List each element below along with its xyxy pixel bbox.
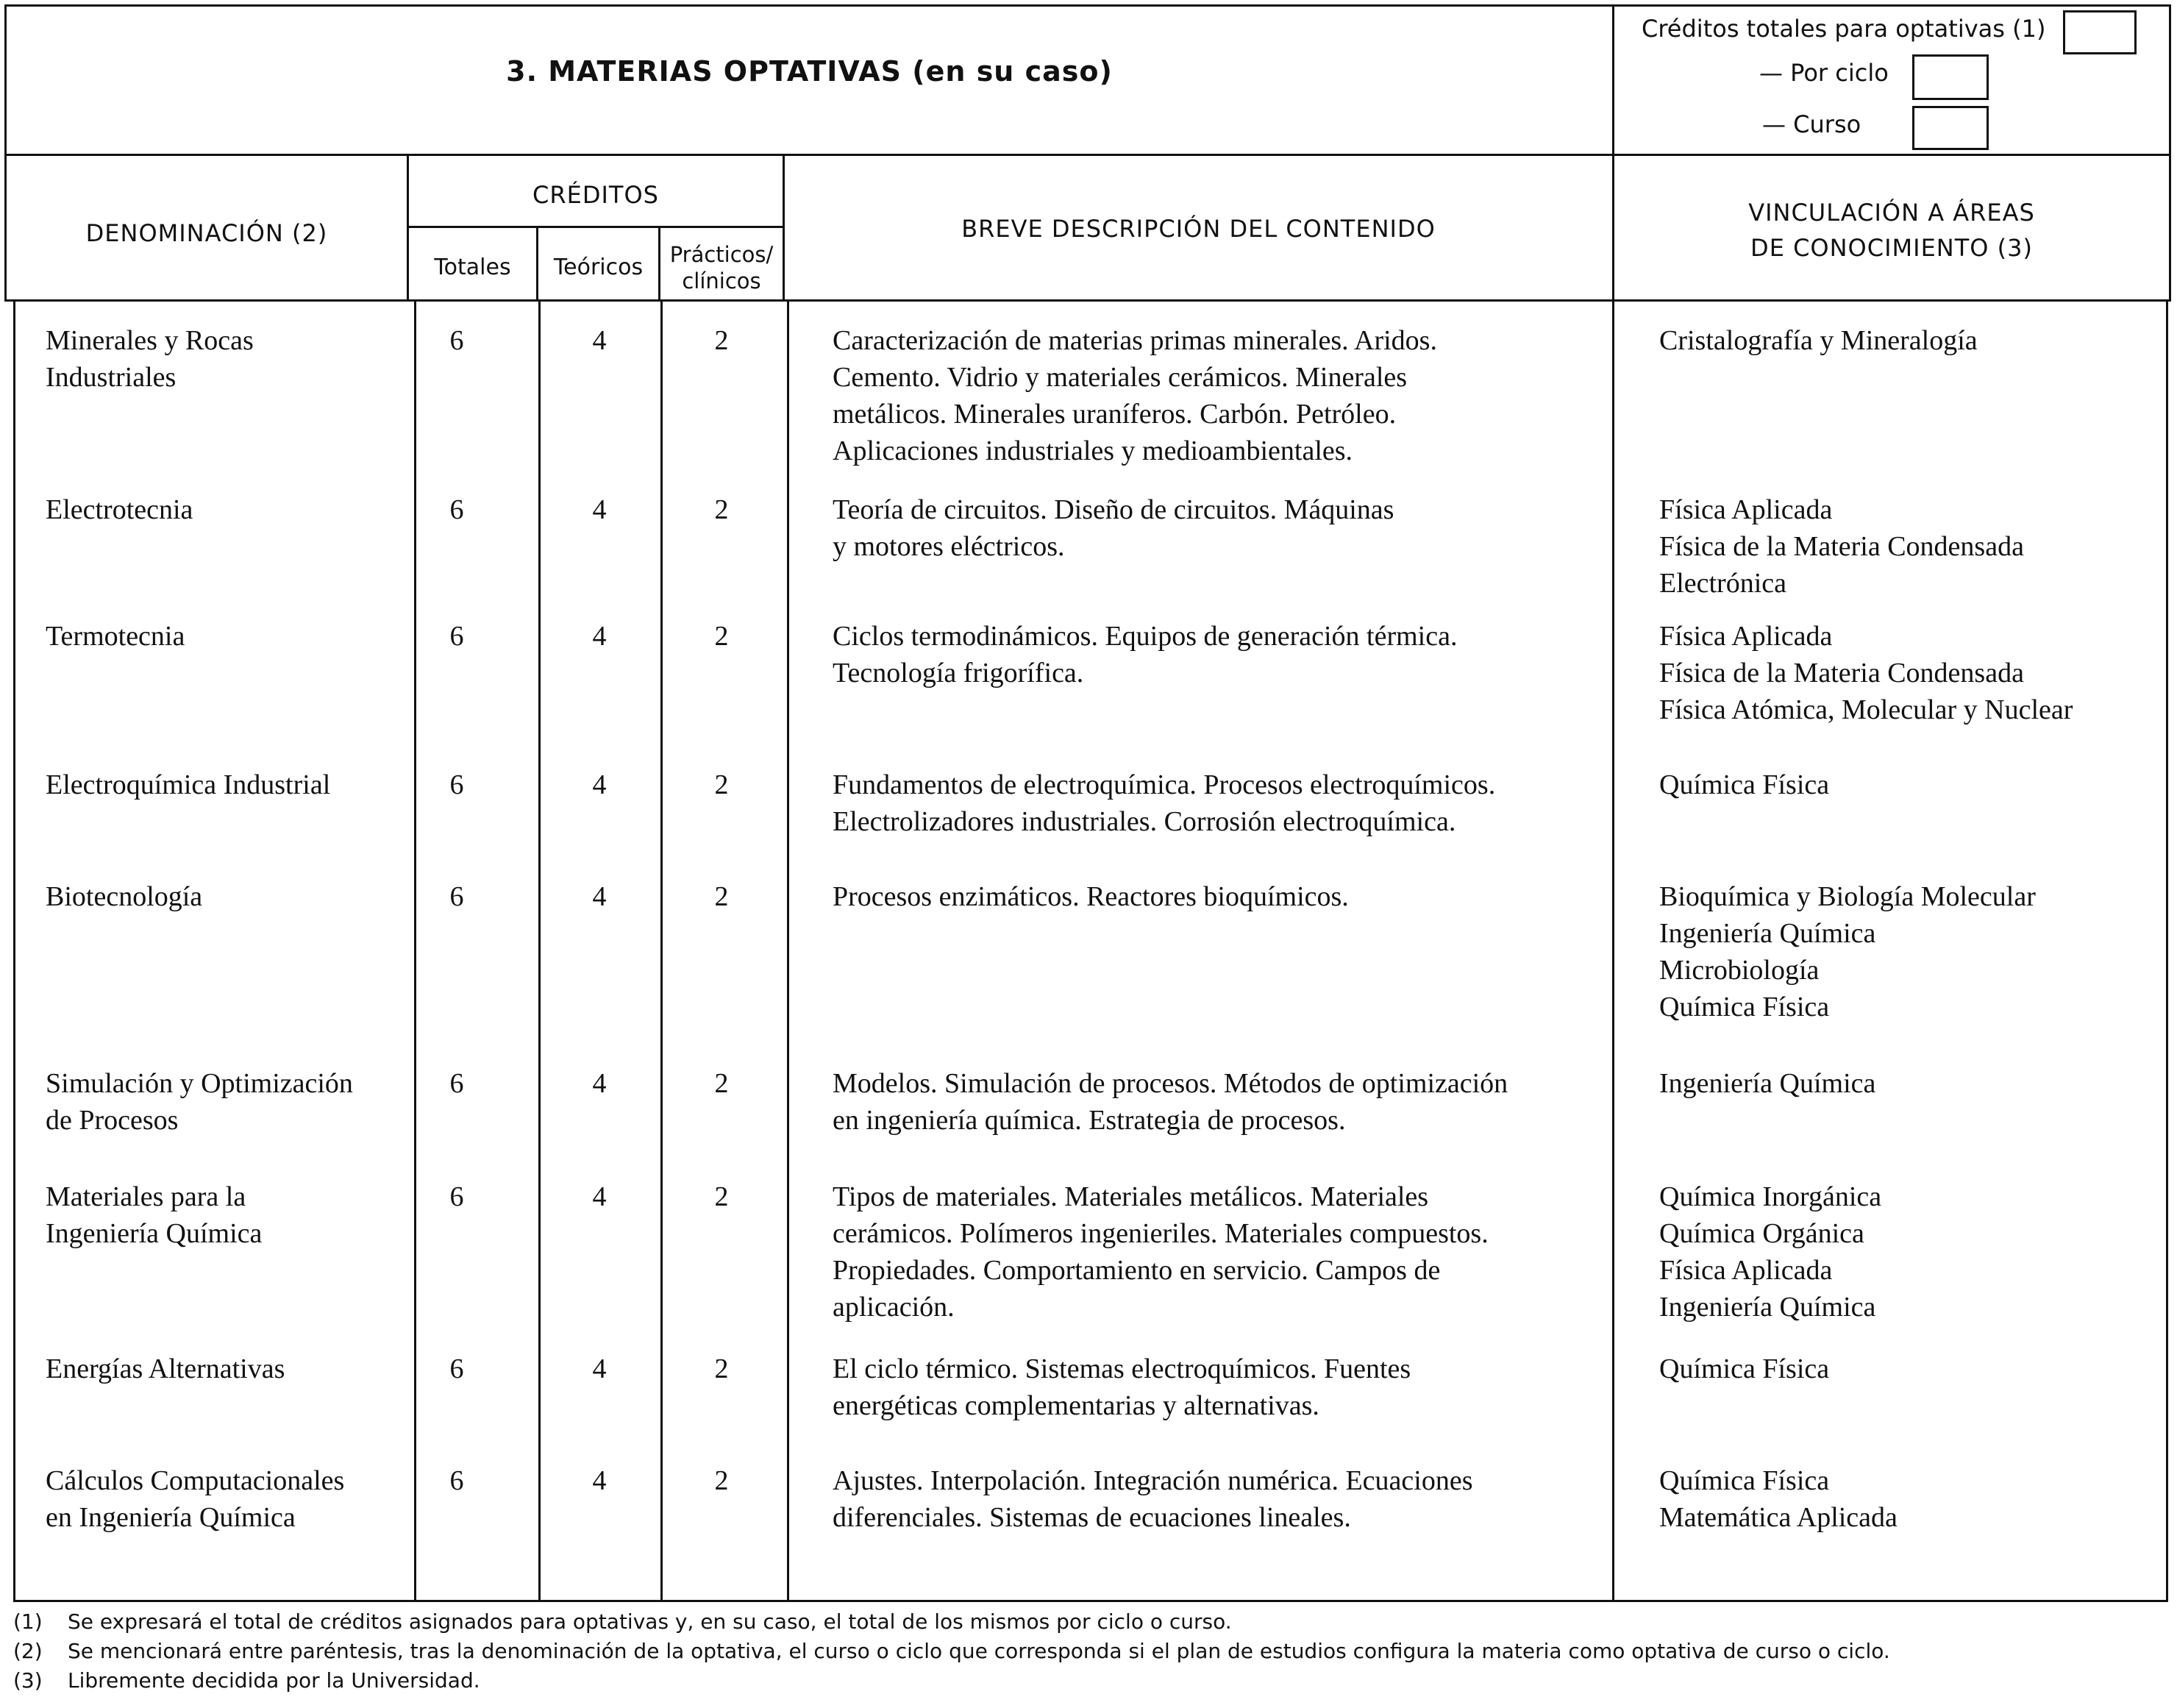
subject-description xyxy=(833,491,1394,565)
subject-description-line: y motores eléctricos. xyxy=(833,531,1065,562)
credits-totales: 6 xyxy=(449,769,464,800)
subject-description-line: Propiedades. Comportamiento en servicio. Campos de xyxy=(833,1255,1441,1286)
subject-description xyxy=(833,618,1457,691)
subject-name-line: Ingeniería Química xyxy=(46,1218,263,1249)
knowledge-areas-line: Química Física xyxy=(1659,1465,1830,1496)
subject-name-line: en Ingeniería Química xyxy=(46,1502,296,1533)
header-practicos-line1: Prácticos/ xyxy=(669,242,774,267)
knowledge-areas-line: Matemática Aplicada xyxy=(1659,1502,1898,1533)
subject-description-line: aplicación. xyxy=(833,1292,955,1323)
knowledge-areas xyxy=(1659,322,1978,359)
credits-practicos: 2 xyxy=(714,881,729,912)
header-practicos-line2: clínicos xyxy=(682,268,761,293)
frame-right xyxy=(2169,4,2171,302)
subject-description-line: Tipos de materiales. Materiales metálicos. Materiales xyxy=(833,1181,1429,1212)
knowledge-areas-line: Física de la Materia Condensada xyxy=(1659,531,2024,562)
header-totales: Totales xyxy=(434,255,511,280)
subject-description-line: Caracterización de materias primas minerales. Aridos. xyxy=(833,325,1437,356)
subject-description-line: Modelos. Simulación de procesos. Métodos de optimización xyxy=(833,1068,1508,1099)
credits-totales: 6 xyxy=(449,325,464,356)
title-separator xyxy=(4,154,2171,156)
knowledge-areas-line: Bioquímica y Biología Molecular xyxy=(1659,881,2036,912)
subject-description-line: Teoría de circuitos. Diseño de circuitos. Máquinas xyxy=(833,494,1394,525)
credits-practicos: 2 xyxy=(714,1068,729,1099)
subject-name-line: Termotecnia xyxy=(46,621,185,652)
credits-total-label: Créditos totales para optativas (1) xyxy=(1642,15,2046,43)
knowledge-areas xyxy=(1659,1351,1829,1387)
body-bottom-line xyxy=(13,1600,2168,1602)
knowledge-areas-line: Física de la Materia Condensada xyxy=(1659,658,2024,688)
knowledge-areas xyxy=(1659,766,1829,803)
header-practicos xyxy=(660,241,783,294)
credits-teoricos: 4 xyxy=(592,621,607,652)
credits-teoricos: 4 xyxy=(592,1068,607,1099)
creditos-underline xyxy=(407,226,785,228)
subject-description xyxy=(833,1351,1411,1424)
subject-description-line: diferenciales. Sistemas de ecuaciones lineales. xyxy=(833,1502,1351,1533)
knowledge-areas-line: Ingeniería Química xyxy=(1659,1068,1876,1099)
body-right-line xyxy=(2166,302,2168,1602)
knowledge-areas xyxy=(1659,1462,1898,1536)
subject-name-line: Materiales para la xyxy=(46,1181,246,1212)
knowledge-areas-line: Química Física xyxy=(1659,769,1830,800)
credits-totales: 6 xyxy=(449,1181,464,1212)
knowledge-areas xyxy=(1659,878,2036,1025)
header-bottom xyxy=(4,299,2171,302)
subject-name-line: Electrotecnia xyxy=(46,494,193,525)
credits-curso-label: — Curso xyxy=(1762,110,1861,138)
credits-curso-input[interactable] xyxy=(1912,106,1989,150)
subject-description-line: Fundamentos de electroquímica. Procesos electroquímicos. xyxy=(833,769,1496,800)
subject-name xyxy=(46,491,193,528)
knowledge-areas xyxy=(1659,618,2073,728)
credits-teoricos: 4 xyxy=(592,1353,607,1384)
subject-name xyxy=(46,322,254,396)
subject-name-line: Minerales y Rocas xyxy=(46,325,254,356)
subject-description-line: Aplicaciones industriales y medioambientales. xyxy=(833,435,1353,466)
credits-teoricos: 4 xyxy=(592,1465,607,1496)
credits-totales: 6 xyxy=(449,1353,464,1384)
body-col-line-4 xyxy=(787,302,789,1602)
knowledge-areas-line: Cristalografía y Mineralogía xyxy=(1659,325,1978,356)
header-creditos: CRÉDITOS xyxy=(532,181,659,209)
subject-name-line: de Procesos xyxy=(46,1105,179,1136)
knowledge-areas-line: Física Atómica, Molecular y Nuclear xyxy=(1659,694,2073,725)
subject-description-line: Tecnología frigorífica. xyxy=(833,658,1084,688)
credits-teoricos: 4 xyxy=(592,769,607,800)
subject-name xyxy=(46,1351,285,1387)
knowledge-areas-line: Física Aplicada xyxy=(1659,621,1833,652)
knowledge-areas xyxy=(1659,1065,1875,1102)
credits-totales: 6 xyxy=(449,881,464,912)
credits-totales: 6 xyxy=(449,1465,464,1496)
header-vinculacion-line1: VINCULACIÓN A ÁREAS xyxy=(1748,199,2035,227)
header-vinculacion xyxy=(1614,195,2169,266)
subject-name xyxy=(46,878,202,915)
subject-name-line: Cálculos Computacionales xyxy=(46,1465,345,1496)
subject-description xyxy=(833,1178,1489,1326)
subject-name xyxy=(46,1178,262,1252)
knowledge-areas-line: Ingeniería Química xyxy=(1659,918,1876,949)
knowledge-areas-line: Física Aplicada xyxy=(1659,494,1833,525)
subject-description-line: El ciclo térmico. Sistemas electroquímicos. Fuentes xyxy=(833,1353,1411,1384)
subject-name-line: Simulación y Optimización xyxy=(46,1068,353,1099)
credits-teoricos: 4 xyxy=(592,881,607,912)
footnote-text: Se mencionará entre paréntesis, tras la denominación de la optativa, el curso o ciclo que corresponda si el plan de estudios configura la materia como optativa de curso o ciclo. xyxy=(68,1639,1890,1663)
frame-left xyxy=(4,4,7,302)
subject-description xyxy=(833,322,1437,469)
subject-name xyxy=(46,618,185,655)
knowledge-areas-line: Química Orgánica xyxy=(1659,1218,1864,1249)
header-descripcion: BREVE DESCRIPCIÓN DEL CONTENIDO xyxy=(961,215,1436,243)
subject-name xyxy=(46,1065,353,1139)
credits-totales: 6 xyxy=(449,1068,464,1099)
credits-practicos: 2 xyxy=(714,494,729,525)
knowledge-areas xyxy=(1659,1178,1881,1326)
subject-name-line: Industriales xyxy=(46,362,177,393)
credits-practicos: 2 xyxy=(714,325,729,356)
subject-description-line: cerámicos. Polímeros ingenieriles. Materiales compuestos. xyxy=(833,1218,1489,1249)
subject-description-line: en ingeniería química. Estrategia de procesos. xyxy=(833,1105,1346,1136)
subject-name-line: Electroquímica Industrial xyxy=(46,769,331,800)
frame-top xyxy=(4,4,2171,7)
knowledge-areas-line: Química Inorgánica xyxy=(1659,1181,1882,1212)
subject-name xyxy=(46,766,330,803)
credits-ciclo-input[interactable] xyxy=(1912,54,1989,100)
credits-teoricos: 4 xyxy=(592,325,607,356)
credits-ciclo-label: — Por ciclo xyxy=(1759,59,1889,87)
knowledge-areas-line: Física Aplicada xyxy=(1659,1255,1833,1286)
subject-name-line: Energías Alternativas xyxy=(46,1353,285,1384)
subject-description xyxy=(833,1065,1508,1139)
footnote-text: Se expresará el total de créditos asignados para optativas y, en su caso, el total de los mismos por ciclo o curso. xyxy=(68,1609,1232,1634)
page-title: 3. MATERIAS OPTATIVAS (en su caso) xyxy=(506,55,1113,88)
credits-practicos: 2 xyxy=(714,769,729,800)
credits-practicos: 2 xyxy=(714,1353,729,1384)
credits-teoricos: 4 xyxy=(592,494,607,525)
header-denominacion: DENOMINACIÓN (2) xyxy=(85,219,328,247)
subject-description-line: metálicos. Minerales uraníferos. Carbón. Petróleo. xyxy=(833,399,1397,430)
footnote-mark: (3) xyxy=(13,1668,43,1693)
subject-name xyxy=(46,1462,344,1536)
footnote-mark: (2) xyxy=(13,1639,43,1663)
knowledge-areas-line: Electrónica xyxy=(1659,568,1787,599)
credits-totales: 6 xyxy=(449,621,464,652)
header-vinculacion-line2: DE CONOCIMIENTO (3) xyxy=(1750,234,2033,262)
subject-description-line: Electrolizadores industriales. Corrosión electroquímica. xyxy=(833,806,1456,837)
subject-description-line: energéticas complementarias y alternativas. xyxy=(833,1390,1319,1421)
subject-description xyxy=(833,878,1349,915)
footnote-text: Libremente decidida por la Universidad. xyxy=(68,1668,480,1693)
subject-description-line: Ciclos termodinámicos. Equipos de generación térmica. xyxy=(833,621,1458,652)
credits-totales: 6 xyxy=(449,494,464,525)
body-left-line xyxy=(13,302,15,1602)
subject-description-line: Cemento. Vidrio y materiales cerámicos. Minerales xyxy=(833,362,1408,393)
body-col-line-5 xyxy=(1612,302,1614,1602)
knowledge-areas-line: Ingeniería Química xyxy=(1659,1292,1876,1323)
credits-total-input[interactable] xyxy=(2063,10,2137,54)
subject-description xyxy=(833,766,1495,840)
credits-practicos: 2 xyxy=(714,1181,729,1212)
knowledge-areas-line: Microbiología xyxy=(1659,955,1820,986)
subject-description-line: Procesos enzimáticos. Reactores bioquímicos. xyxy=(833,881,1349,912)
credits-practicos: 2 xyxy=(714,1465,729,1496)
footnote-mark: (1) xyxy=(13,1609,43,1634)
credits-teoricos: 4 xyxy=(592,1181,607,1212)
knowledge-areas-line: Química Física xyxy=(1659,992,1830,1022)
header-teoricos: Teóricos xyxy=(553,255,644,280)
knowledge-areas-line: Química Física xyxy=(1659,1353,1830,1384)
subject-description-line: Ajustes. Interpolación. Integración numérica. Ecuaciones xyxy=(833,1465,1473,1496)
subject-name-line: Biotecnología xyxy=(46,881,203,912)
knowledge-areas xyxy=(1659,491,2024,602)
credits-practicos: 2 xyxy=(714,621,729,652)
subject-description xyxy=(833,1462,1473,1536)
